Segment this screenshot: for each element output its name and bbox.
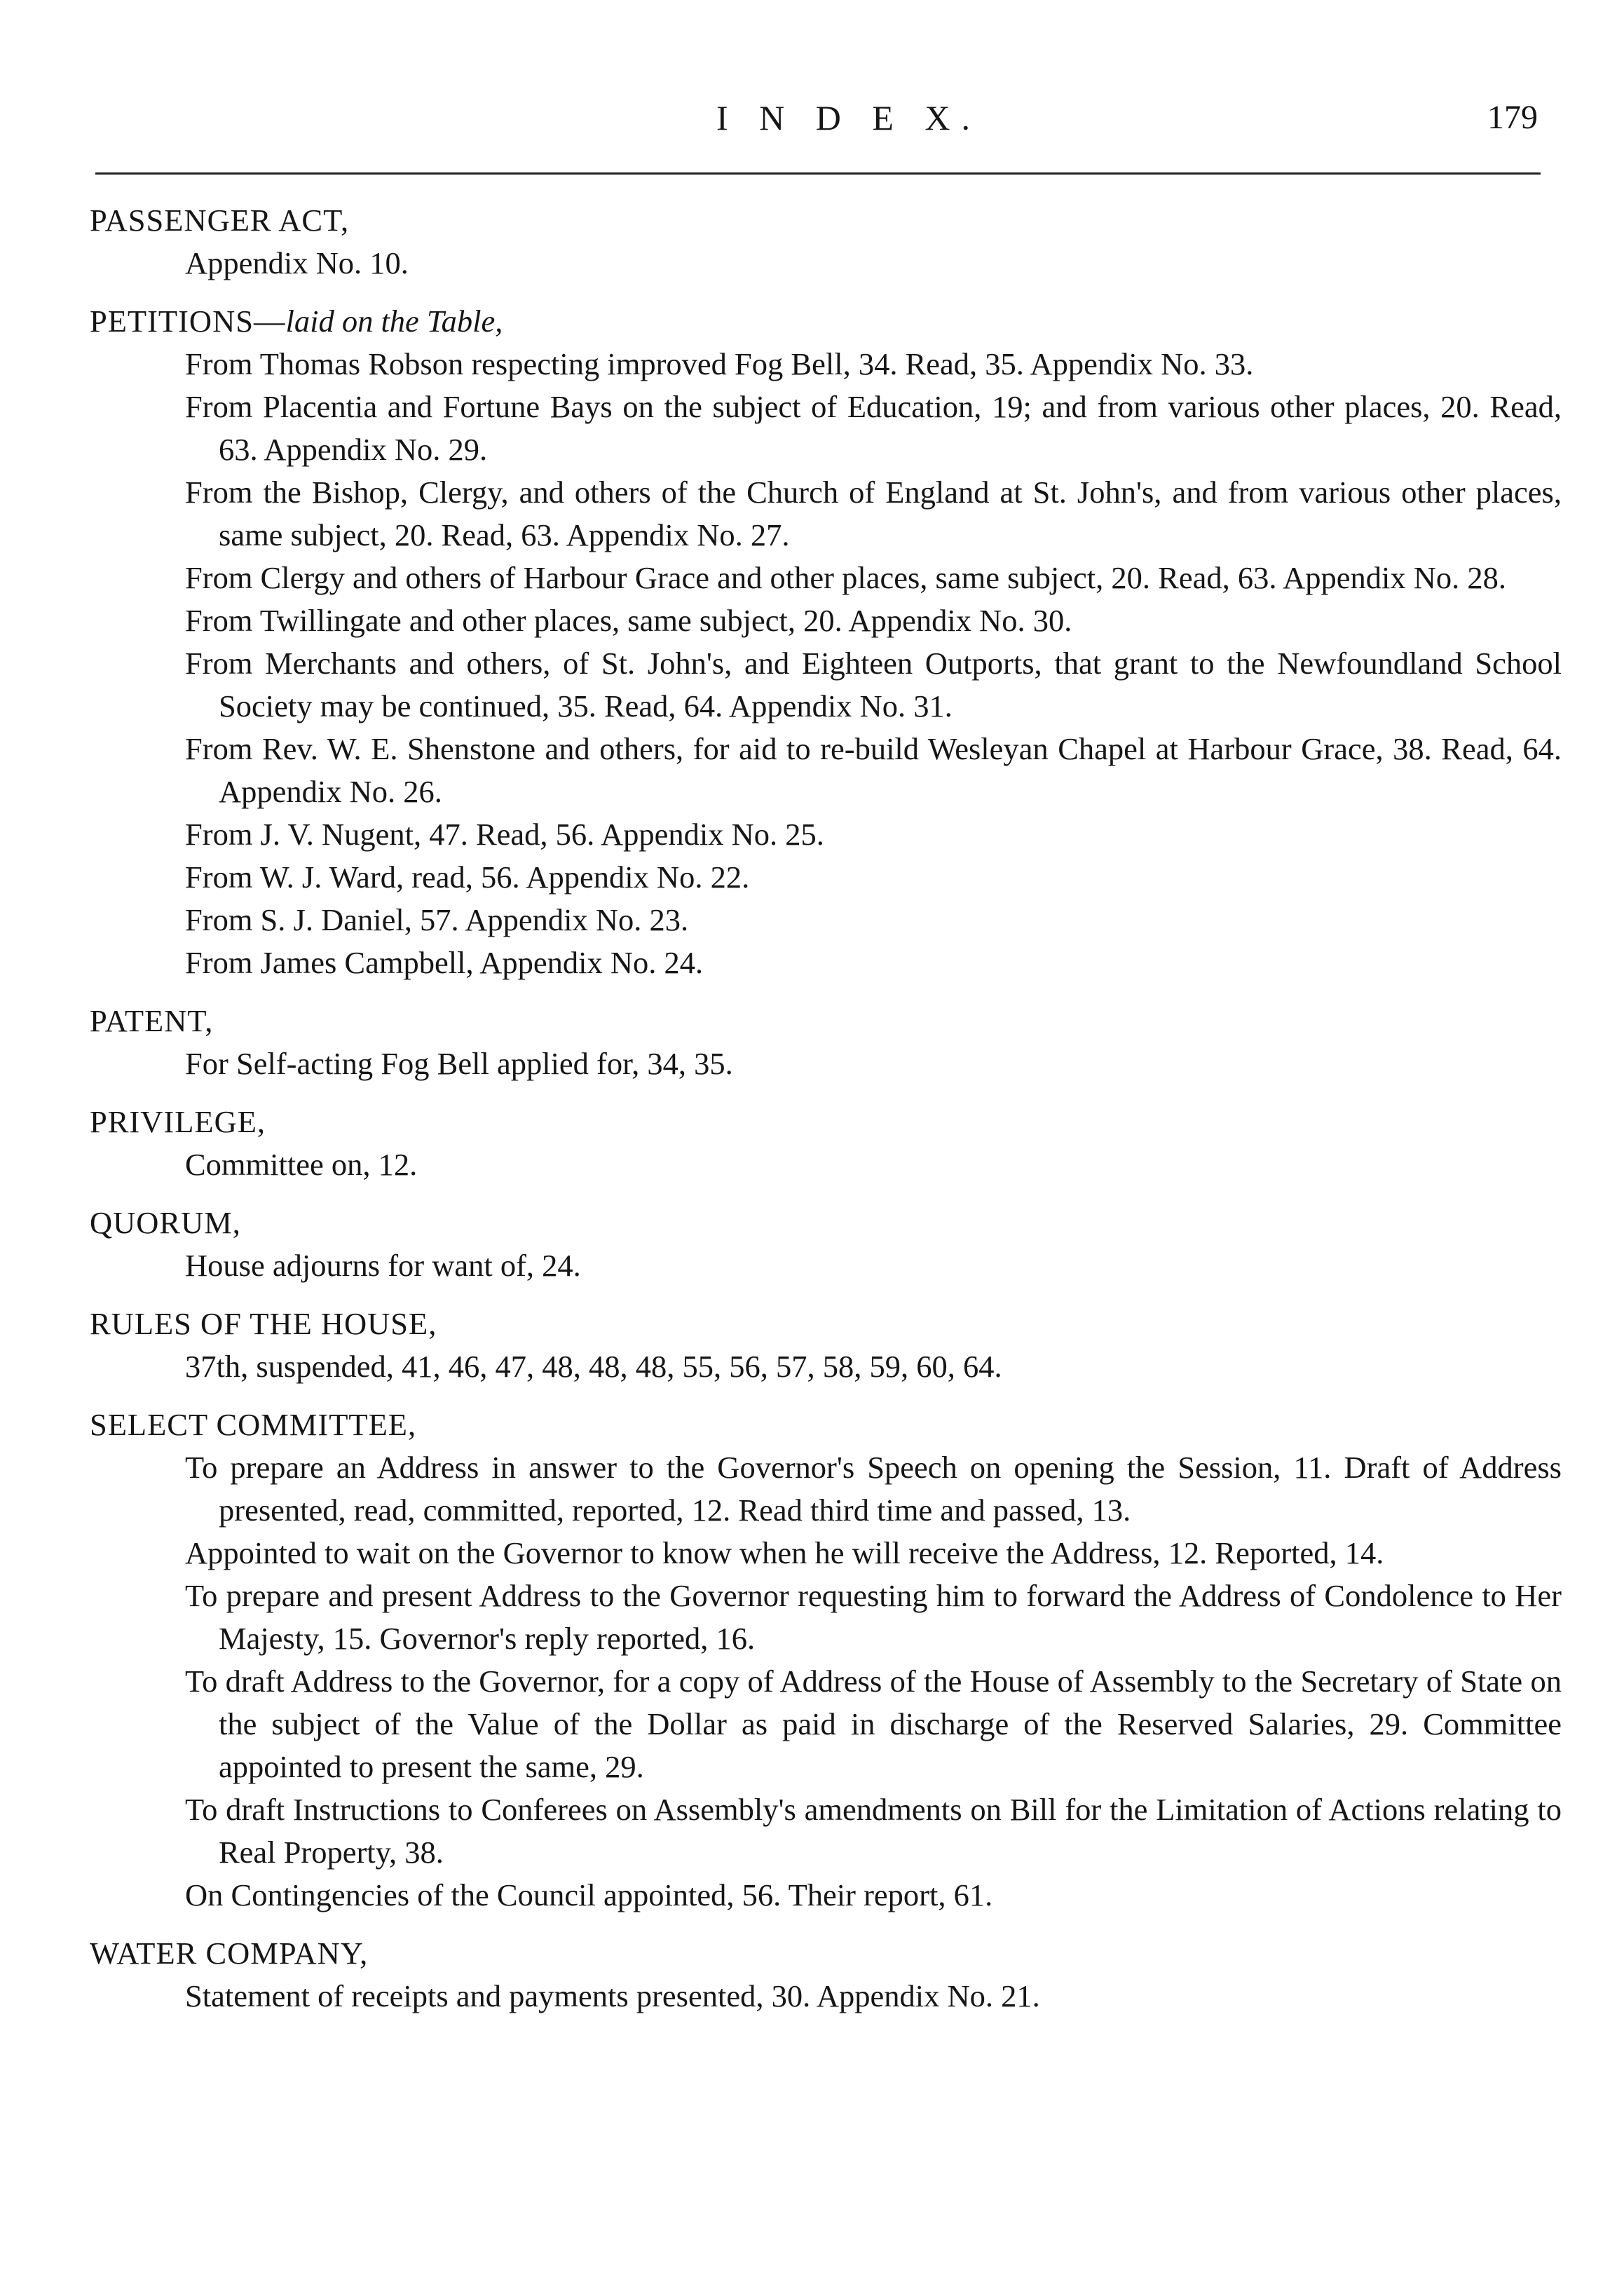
entry-heading (90, 300, 1562, 343)
sub-entry: On Contingencies of the Council appointed, 56. Their report, 61. (185, 1877, 993, 1912)
sub-entry: To draft Address to the Governor, for a copy of Address of the House of Assembly to the Secretary of State on the subject of the Value of the Dollar as paid in discharge of the Reserved Salaries, 29. Committee appointed to present the same, 29. (185, 1664, 1562, 1784)
entry-heading (90, 1202, 1562, 1244)
entry-heading-main: PRIVILEGE, (90, 1104, 266, 1139)
sub-entry: From Placentia and Fortune Bays on the subject of Education, 19; and from various other places, 20. Read, 63. Appendix No. 29. (185, 389, 1562, 467)
entry-heading-main: WATER COMPANY, (90, 1936, 369, 1971)
sub-entry: From the Bishop, Clergy, and others of the Church of England at St. John's, and from various other places, same subject, 20. Read, 63. Appendix No. 27. (185, 475, 1562, 552)
entry-heading-main: PASSENGER ACT, (90, 203, 350, 238)
entry-heading-main: PATENT, (90, 1003, 214, 1038)
sub-entry: For Self-acting Fog Bell applied for, 34, 35. (185, 1046, 733, 1081)
page-header (0, 90, 1624, 146)
sub-entry: From Twillingate and other places, same subject, 20. Appendix No. 30. (185, 603, 1072, 638)
index-entry (90, 300, 1562, 984)
entry-heading (90, 1000, 1562, 1042)
sub-entry: To prepare an Address in answer to the Governor's Speech on opening the Session, 11. Draft of Address presented, read, committed, reported, 12. Read third time and passed, 13. (185, 1450, 1562, 1528)
entry-heading-main: RULES OF THE HOUSE, (90, 1306, 437, 1341)
entry-heading-main: QUORUM, (90, 1205, 241, 1240)
entry-heading (90, 1932, 1562, 1975)
index-entry (90, 1202, 1562, 1287)
index-list (90, 199, 1562, 2033)
running-title: I N D E X. (716, 98, 982, 137)
sub-entry: To draft Instructions to Conferees on Assembly's amendments on Bill for the Limitation of Actions relating to Real Property, 38. (185, 1792, 1562, 1870)
entry-heading (90, 1303, 1562, 1345)
entry-heading-main: SELECT COMMITTEE, (90, 1407, 417, 1442)
index-entry (90, 1000, 1562, 1085)
index-entry (90, 1303, 1562, 1388)
sub-entry: Statement of receipts and payments presented, 30. Appendix No. 21. (185, 1978, 1040, 2013)
sub-entry: 37th, suspended, 41, 46, 47, 48, 48, 48, 55, 56, 57, 58, 59, 60, 64. (185, 1349, 1002, 1384)
sub-entry: From Clergy and others of Harbour Grace and other places, same subject, 20. Read, 63. Appendix No. 28. (185, 560, 1507, 595)
entry-heading-main: PETITIONS— (90, 304, 286, 339)
index-entry (90, 1101, 1562, 1186)
index-entry (90, 199, 1562, 285)
index-entry (90, 1932, 1562, 2018)
sub-entry: From James Campbell, Appendix No. 24. (185, 945, 704, 980)
entry-heading (90, 1101, 1562, 1143)
entry-heading (90, 1403, 1562, 1446)
sub-entry: From Thomas Robson respecting improved Fog Bell, 34. Read, 35. Appendix No. 33. (185, 346, 1254, 381)
sub-entry: Committee on, 12. (185, 1147, 418, 1182)
sub-entry: Appendix No. 10. (185, 245, 409, 280)
sub-entry: From Rev. W. E. Shenstone and others, for aid to re-build Wesleyan Chapel at Harbour Grace, 38. Read, 64. Appendix No. 26. (185, 731, 1562, 809)
header-rule (95, 172, 1541, 175)
sub-entry: From S. J. Daniel, 57. Appendix No. 23. (185, 902, 689, 937)
entry-heading-qualifier: laid on the Table, (285, 304, 503, 339)
index-entry (90, 1403, 1562, 1917)
sub-entry: From W. J. Ward, read, 56. Appendix No. 22. (185, 859, 750, 895)
sub-entry: House adjourns for want of, 24. (185, 1248, 581, 1283)
page-number: 179 (1487, 99, 1538, 136)
sub-entry: From J. V. Nugent, 47. Read, 56. Appendix No. 25. (185, 817, 824, 852)
sub-entry: Appointed to wait on the Governor to know when he will receive the Address, 12. Reported, 14. (185, 1535, 1384, 1570)
sub-entry: From Merchants and others, of St. John's, and Eighteen Outports, that grant to the Newfoundland School Society may be continued, 35. Read, 64. Appendix No. 31. (185, 646, 1562, 723)
sub-entry: To prepare and present Address to the Governor requesting him to forward the Address of Condolence to Her Majesty, 15. Governor's reply reported, 16. (185, 1578, 1562, 1656)
entry-heading (90, 199, 1562, 242)
